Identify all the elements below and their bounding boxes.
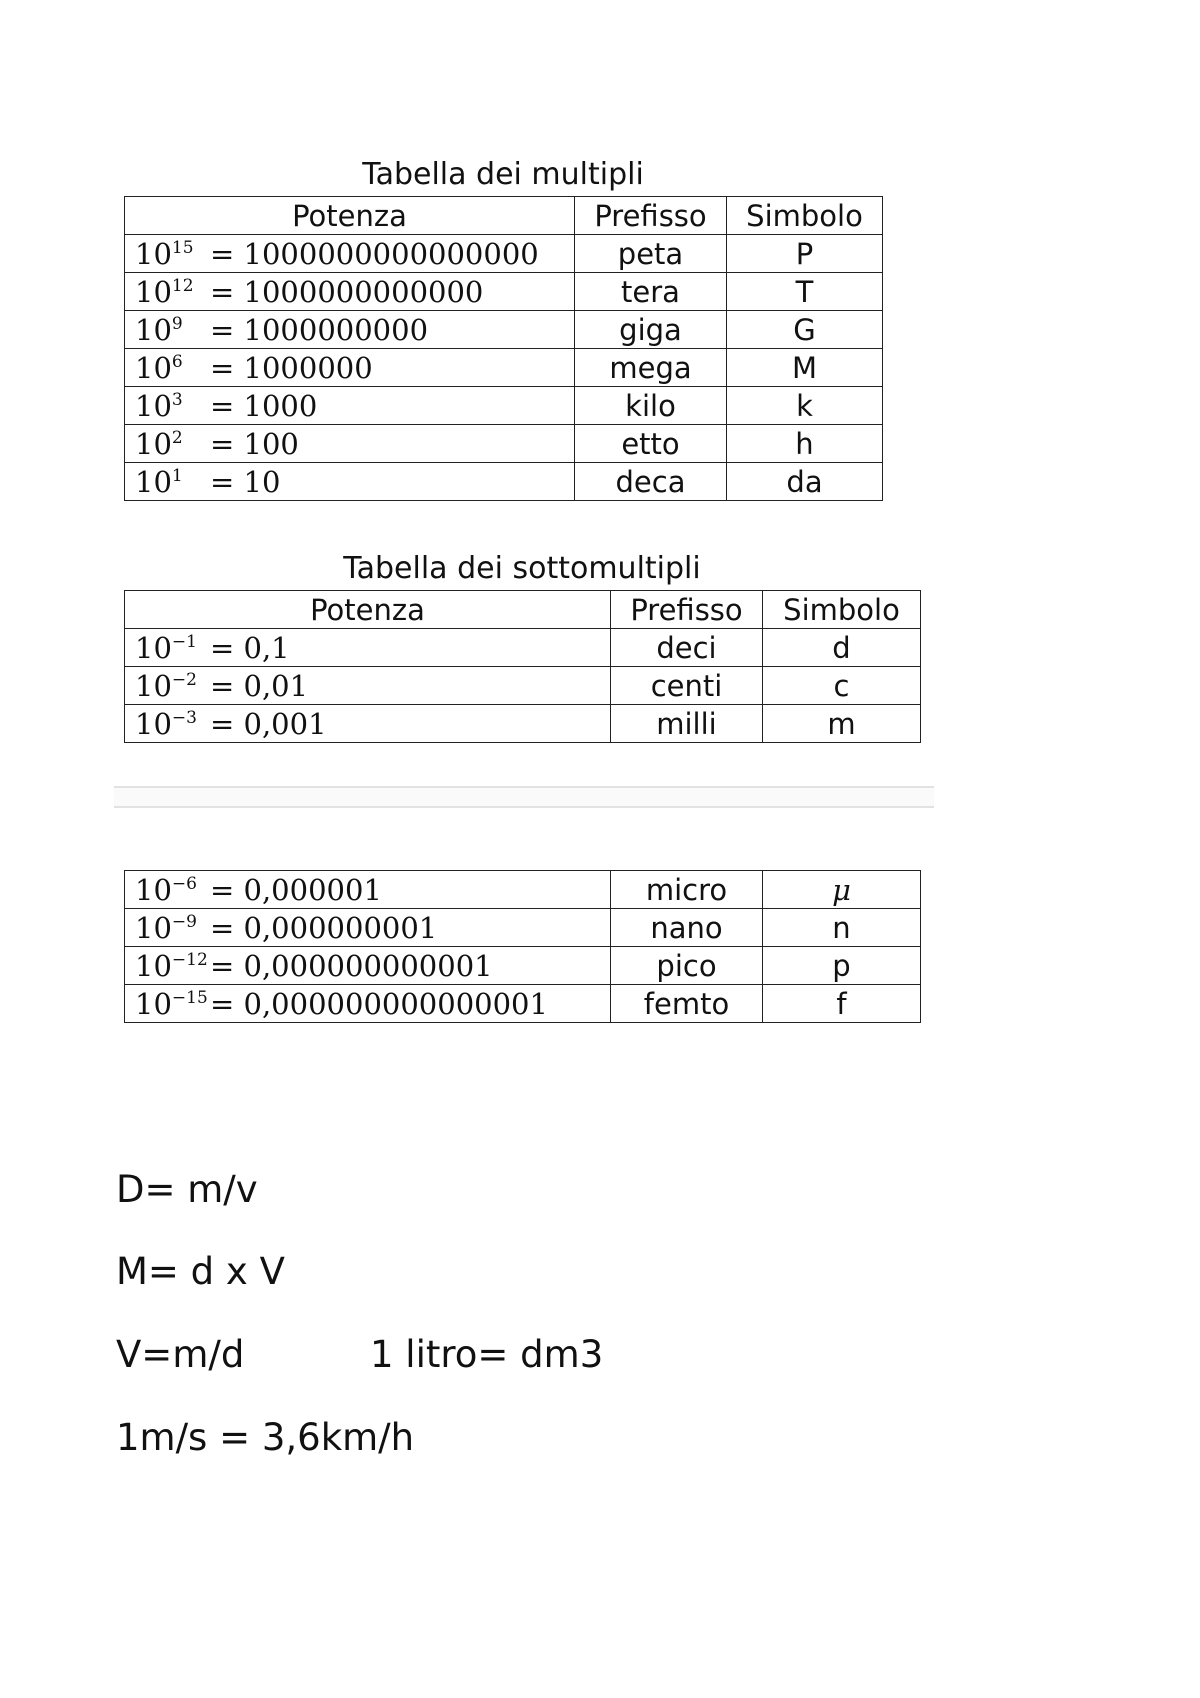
power-value: = 1000 [210,388,318,423]
header-prefisso: Prefisso [611,591,763,629]
power-base: 10 [135,236,172,271]
symbol-cell: da [727,463,883,501]
power-base: 10 [135,706,172,741]
power-cell [125,387,575,425]
power-cell [125,349,575,387]
power-base: 10 [135,274,172,309]
header-simbolo: Simbolo [727,197,883,235]
power-exponent: 12 [171,275,194,296]
prefix-cell: etto [575,425,727,463]
prefix-cell: deci [611,629,763,667]
power-exponent: 1 [171,465,183,486]
prefix-cell: pico [611,947,763,985]
symbol-cell: M [727,349,883,387]
power-value: = 0,000000001 [210,910,438,945]
power-exponent: −9 [171,911,197,932]
prefix-cell: mega [575,349,727,387]
power-cell [125,947,611,985]
power-cell [125,667,611,705]
power-cell [125,463,575,501]
power-value: = 0,01 [210,668,309,703]
symbol-cell: P [727,235,883,273]
symbol-cell: f [763,985,921,1023]
prefix-cell: peta [575,235,727,273]
prefix-cell: nano [611,909,763,947]
power-value: = 0,1 [210,630,290,665]
power-cell [125,705,611,743]
table-header-row [125,591,921,629]
power-exponent: −2 [171,669,197,690]
symbol-cell: c [763,667,921,705]
table-row [125,871,921,909]
symbol-cell: G [727,311,883,349]
prefix-cell: deca [575,463,727,501]
power-value: = 10 [210,464,281,499]
power-exponent: 15 [171,237,194,258]
header-potenza: Potenza [125,197,575,235]
table-row [125,947,921,985]
multipli-body [125,235,883,501]
header-simbolo: Simbolo [763,591,921,629]
symbol-cell: μ [763,871,921,909]
symbol-cell: n [763,909,921,947]
table-header-row [125,197,883,235]
power-base: 10 [135,388,172,423]
table-row [125,273,883,311]
power-value: = 1000000000000 [210,274,484,309]
power-exponent: −1 [171,631,197,652]
power-cell [125,871,611,909]
power-value: = 1000000000 [210,312,429,347]
formula-density: D= m/v [116,1168,258,1211]
power-exponent: −12 [171,949,208,970]
table-row [125,909,921,947]
table-row [125,667,921,705]
multipli-title: Tabella dei multipli [362,157,644,192]
power-exponent: −15 [171,987,208,1008]
power-exponent: 2 [171,427,183,448]
power-base: 10 [135,986,172,1021]
prefix-cell: centi [611,667,763,705]
symbol-cell: m [763,705,921,743]
power-base: 10 [135,464,172,499]
power-value: = 0,000000000001 [210,948,493,983]
table-row [125,387,883,425]
symbol-cell: h [727,425,883,463]
table-row [125,985,921,1023]
prefix-cell: micro [611,871,763,909]
power-value: = 0,000001 [210,872,382,907]
symbol-cell: d [763,629,921,667]
power-cell [125,425,575,463]
power-exponent: 3 [171,389,183,410]
power-exponent: 6 [171,351,183,372]
power-cell [125,909,611,947]
formula-litro: 1 litro= dm3 [370,1333,604,1376]
power-value: = 0,001 [210,706,327,741]
power-value: = 100 [210,426,299,461]
table-row [125,463,883,501]
power-exponent: −6 [171,873,197,894]
power-base: 10 [135,668,172,703]
power-cell [125,273,575,311]
power-value: = 0,000000000000001 [210,986,548,1021]
power-cell [125,629,611,667]
power-exponent: 9 [171,313,183,334]
power-base: 10 [135,948,172,983]
table-row [125,705,921,743]
table-row [125,629,921,667]
power-base: 10 [135,350,172,385]
prefix-cell: milli [611,705,763,743]
sottomultipli-title: Tabella dei sottomultipli [343,551,701,586]
formula-speed: 1m/s = 3,6km/h [116,1416,415,1459]
power-value: = 1000000000000000 [210,236,539,271]
table-row [125,425,883,463]
sottomultipli-table [124,590,921,743]
prefix-cell: femto [611,985,763,1023]
table-row [125,349,883,387]
prefix-cell: tera [575,273,727,311]
power-base: 10 [135,910,172,945]
power-base: 10 [135,426,172,461]
power-cell [125,235,575,273]
power-cell [125,985,611,1023]
formula-volume: V=m/d [116,1333,245,1376]
multipli-table [124,196,883,501]
power-value: = 1000000 [210,350,373,385]
power-base: 10 [135,630,172,665]
prefix-cell: giga [575,311,727,349]
header-prefisso: Prefisso [575,197,727,235]
power-base: 10 [135,312,172,347]
header-potenza: Potenza [125,591,611,629]
sottomultipli-table-2 [124,870,921,1023]
symbol-cell: T [727,273,883,311]
table-row [125,311,883,349]
page-divider [114,786,934,808]
formula-mass: M= d x V [116,1250,285,1293]
sottomultipli-body [125,629,921,743]
table-row [125,235,883,273]
power-exponent: −3 [171,707,197,728]
symbol-cell: p [763,947,921,985]
power-cell [125,311,575,349]
power-base: 10 [135,872,172,907]
sottomultipli-2-body [125,871,921,1023]
symbol-cell: k [727,387,883,425]
prefix-cell: kilo [575,387,727,425]
